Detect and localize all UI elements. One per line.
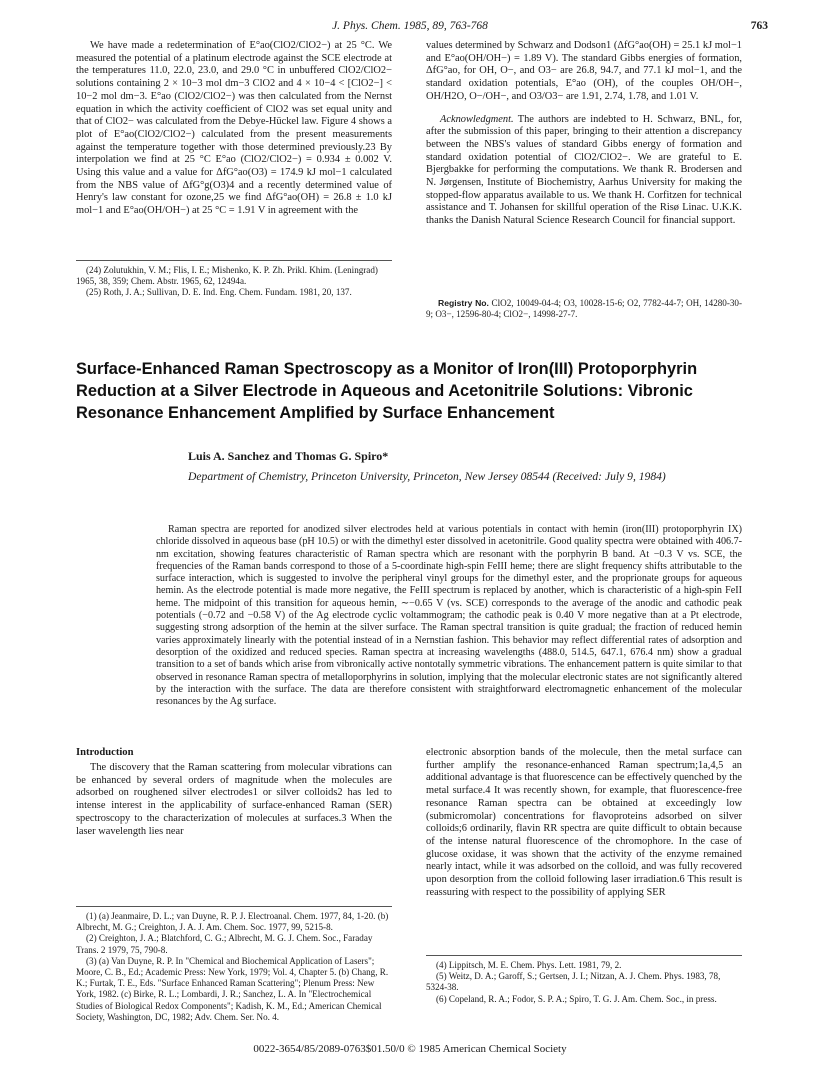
reference-25: (25) Roth, J. A.; Sullivan, D. E. Ind. Eng. Chem. Fundam. 1981, 20, 137. bbox=[86, 287, 352, 298]
top-right-column bbox=[426, 40, 742, 228]
reference-4: (4) Lippitsch, M. E. Chem. Phys. Lett. 1981, 79, 2. bbox=[436, 960, 622, 970]
introduction-heading: Introduction bbox=[76, 747, 134, 758]
top-left-column bbox=[76, 40, 392, 218]
page-footer: 0022-3654/85/2089-0763$01.50/0 © 1985 American Chemical Society bbox=[253, 1043, 567, 1055]
reference-1: (1) (a) Jeanmaire, D. L.; van Duyne, R. P. J. Electroanal. Chem. 1977, 84, 1-20. (b) Albrecht, M. G.; Creighton, J. A. J. Am. Chem. Soc. 1977, 99, 5215-8. bbox=[76, 911, 389, 933]
article-title: Surface-Enhanced Raman Spectroscopy as a Monitor of Iron(III) Protoporphyrin Reduction at a Silver Electrode in Aqueous and Acetonitrile Solutions: Vibronic Resonance Enhancement Amplified by Surface Enhancement bbox=[76, 360, 698, 422]
reference-24: (24) Zolutukhin, V. M.; Flis, I. E.; Mishenko, K. P. Zh. Prikl. Khim. (Leningrad) 1965, 38, 359; Chem. Abstr. 1965, 62, 12494a. bbox=[76, 265, 378, 287]
registry-text: ClO2, 10049-04-4; O3, 10028-15-6; O2, 7782-44-7; OH, 14280-30-9; O3−, 12596-80-4; ClO2−, 14998-27-7. bbox=[426, 298, 742, 320]
introduction-left-paragraph: The discovery that the Raman scattering from molecular vibrations can be enhanced by several orders of magnitude when the molecules are adsorbed on roughened silver electrodes1 or silver colloids2 has led to intense interest in the applicability of surface-enhanced Raman (SER) spectroscopy to the characterization of molecules at surfaces.3 When the laser wavelength lies near bbox=[76, 762, 392, 837]
top-right-paragraph: values determined by Schwarz and Dodson1 (ΔfG°ao(OH) = 25.1 kJ mol−1 and E°ao(OH/OH−) = 1.89 V). The standard Gibbs energies of formation, ΔfG°ao, for OH, O−, and O3− are 26.8, 94.7, and 77.1 kJ mol−1, and the standard oxidation potentials, E°ao (OH), of the couples OH/OH−, OH/H2O, O−/OH−, and O3/O3− are 1.91, 2.74, 1.78, and 1.01 V. bbox=[426, 40, 742, 102]
page-number: 763 bbox=[750, 20, 768, 32]
reference-3: (3) (a) Van Duyne, R. P. In "Chemical and Biochemical Application of Lasers"; Moore, C. B., Ed.; Academic Press: New York, 1979; Vol. 4, Chapter 5. (b) Chang, R. K.; Furtak, T. E., Eds. "Surface Enhanced Raman Scattering"; Plenum Press: New York, 1982. (c) Birke, R. L.; Lombardi, J. R.; Sanchez, L. A. In "Electrochemical Studies of Biological Redox Components"; Kadish, K. M., Ed.; American Chemical Society, Washington, DC, 1982; Adv. Chem. Ser. No. 4. bbox=[76, 955, 389, 1022]
reference-5: (5) Weitz, D. A.; Garoff, S.; Gertsen, J. I.; Nitzan, A. J. Chem. Phys. 1983, 78, 5324-38. bbox=[426, 971, 721, 993]
running-header bbox=[0, 20, 820, 36]
reference-6: (6) Copeland, R. A.; Fodor, S. P. A.; Spiro, T. G. J. Am. Chem. Soc., in press. bbox=[436, 993, 717, 1004]
article-affiliation: Department of Chemistry, Princeton University, Princeton, New Jersey 08544 (Received: July 9, 1984) bbox=[188, 470, 666, 483]
introduction-right-references bbox=[426, 955, 742, 1005]
registry-label: Registry No. bbox=[438, 298, 489, 308]
introduction-left-column bbox=[76, 762, 392, 838]
reference-2: (2) Creighton, J. A.; Blatchford, C. G.; Albrecht, M. G. J. Chem. Soc., Faraday Trans. 2 1979, 75, 790-8. bbox=[76, 933, 373, 955]
article-authors: Luis A. Sanchez and Thomas G. Spiro* bbox=[188, 449, 389, 463]
top-left-references bbox=[76, 260, 392, 299]
acknowledgment-label: Acknowledgment. bbox=[440, 113, 514, 125]
acknowledgment-text: The authors are indebted to H. Schwarz, BNL, for, after the submission of this paper, bringing to their attention a discrepancy between the NBS's values of standard Gibbs energy of formation and standard oxidation potential of ClO2/ClO2−. We are grateful to E. Bjergbakke for performing the computations. We thank R. Brodersen and N. Jørgensen, Institute of Biochemistry, Aarhus University for making the stopped-flow apparatus available to us. We thank H. Corfitzen for technical assistance and T. Johansen for skillful operation of the Risø Linac. U.K.K. thanks the Danish Natural Science Research Council for financial support. bbox=[426, 113, 742, 227]
top-left-paragraph: We have made a redetermination of E°ao(ClO2/ClO2−) at 25 °C. We measured the potential of a platinum electrode against the SCE electrode at the temperatures 11.0, 22.0, 23.0, and 29.0 °C in unbuffered ClO2/ClO2− solutions containing 2 × 10−3 mol dm−3 ClO2 and 4 × 10−4 < [ClO2−] < 10−2 mol dm−3. E°ao (ClO2/ClO2−) was then calculated from the Nernst equation in which the activity coefficient of ClO2 was set equal unity and that of ClO2− was calculated from the Debye-Hückel law. Figure 4 shows a plot of E°ao(ClO2/ClO2−) calculated from the present measurements against the temperature together with those determined previously.23 By interpolation we find at 25 °C E°ao (ClO2/ClO2−) = 0.934 ± 0.002 V. Using this value and a value for ΔfG°ao(O3) = 174.9 kJ mol−1 calculated from the NBS value of ΔfG°g(O3)4 and a recently determined value of Henry's law constant for ozone,25 we find ΔfG°ao(OH) = 26.8 ± 1.0 kJ mol−1 and E°ao(OH/OH−) at 25 °C = 1.91 V in agreement with the bbox=[76, 40, 392, 217]
introduction-right-paragraph: electronic absorption bands of the molecule, then the metal surface can further amplify the resonance-enhanced Raman spectrum;1a,4,5 an additional advantage is that fluorescence can be effectively quenched by the metal surface.4 It was recently shown, for example, that fluorescence-free resonance Raman spectra can be obtained at exceedingly low (submicromolar) concentrations for flavoproteins adsorbed on silver colloids;6 ordinarily, flavin RR spectra are quite difficult to obtain because of the intense natural fluorescence of the chromophore. In the case of glucose oxidase, it was shown that the activity of the enzyme remained nearly intact, while it was adsorbed on the colloid, and was fully recovered upon desorption from the colloid following laser irradiation.6 This result is reassuring with respect to the possibility of applying SER bbox=[426, 747, 743, 898]
registry-numbers bbox=[426, 298, 742, 320]
journal-citation: J. Phys. Chem. 1985, 89, 763-768 bbox=[332, 20, 488, 32]
introduction-left-references bbox=[76, 906, 392, 1023]
introduction-right-column bbox=[426, 747, 742, 899]
article-abstract: Raman spectra are reported for anodized silver electrodes held at various potentials in contact with hemin (iron(III) protoporphyrin IX) chloride dissolved in aqueous base (pH 10.5) or with the dimethyl ester dissolved in acetonitrile. Good quality spectra were obtained with 406.7-nm excitation, showing features characteristic of Raman spectra which are resonant with the porphyrin B band. At −0.3 V vs. SCE, the frequencies of the Raman bands correspond to those of a 5-coordinate high-spin FeIII heme; there are slight frequency shifts attributable to the surface interaction, which is suggested to involve the peripheral vinyl groups for the dimethyl ester, and the proprionate groups for aqueous hemin. As the electrode potential is made more negative, the FeIII spectrum is replaced by another, which is characteristic of a high-spin FeII heme. The midpoint of this transition for aqueous hemin, ∼−0.65 V (vs. SCE) corresponds to the average of the anodic and cathodic peak potentials (−0.72 and −0.58 V) of the Ag electrode cyclic voltammogram; the cathodic peak is 0.40 V more negative than at a Pt electrode, suggesting strong adsorption of the hemin at the silver surface. The Raman spectral transition is quite gradual; the fraction of reduced hemin varies approximately linearly with the potential instead of in a Nernstian fashion. This behavior may reflect differential rates of adsorption and desorption of the oxidized and reduced species. Raman spectra at increasing wavelengths (488.0, 514.5, 647.1, 676.4 nm) show a gradual transition to a set of bands which arise from vibronically active nontotally symmetric vibrations. The enhancement pattern is quite similar to that observed in resonance Raman spectra of metalloporphyrins in solution, implying that the molecular electronic states are not significantly altered by the interaction with the surface. The data are therefore consistent with straightforward electromagnetic enhancement of the molecular resonances by the Ag surface. bbox=[156, 524, 742, 708]
